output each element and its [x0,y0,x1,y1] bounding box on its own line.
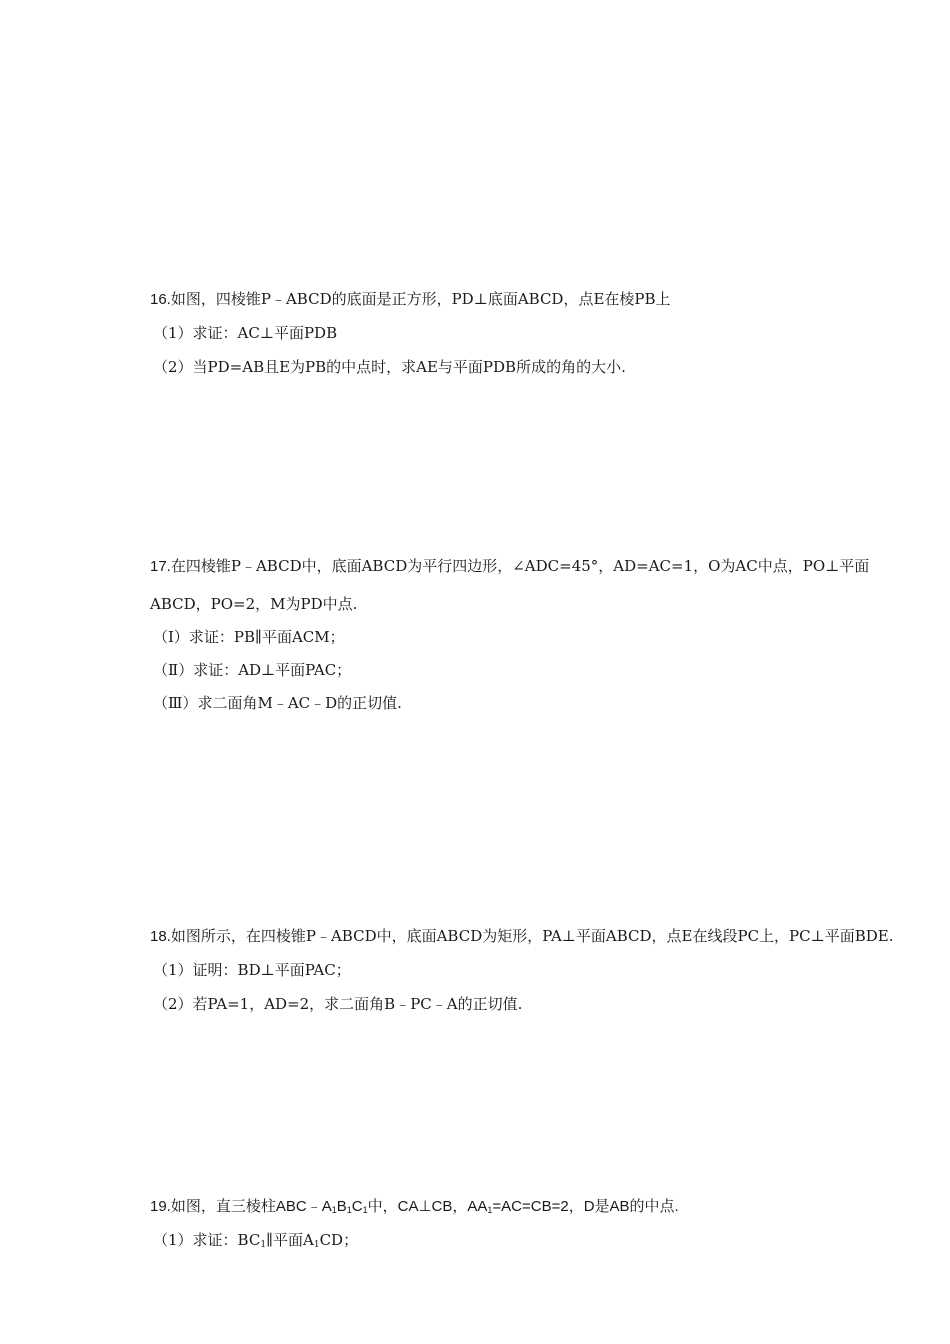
question-19-stem [150,1196,679,1217]
question-text-a: 如图，直三棱柱ABC﹣A [170,1198,332,1215]
subscript: 1 [313,1240,320,1250]
question-16-part-1: （1）求证：AC⊥平面PDB [153,324,338,342]
question-16-stem [150,289,671,310]
question-number: 18. [150,928,171,945]
subscript: 1 [331,1205,337,1215]
subscript: 1 [487,1205,493,1215]
part-text-c: CD； [319,1231,359,1249]
question-text: 如图所示，在四棱锥P﹣ABCD中，底面ABCD为矩形，PA⊥平面ABCD，点E在线段PC上，PC⊥平面BDE. [170,927,894,945]
question-18-part-1: （1）证明：BD⊥平面PAC； [153,961,351,979]
question-18-part-2: （2）若PA=1，AD=2，求二面角B﹣PC﹣A的正切值. [153,995,523,1013]
question-18-stem [150,926,894,947]
subscript: 1 [260,1240,267,1250]
question-17-stem-continued: ABCD，PO=2，M为PD中点. [150,595,358,613]
question-17-stem [150,556,869,577]
question-19-part-1 [153,1230,358,1250]
question-text-e: =AC=CB=2，D是AB的中点. [492,1198,679,1215]
question-text-d: 中，CA⊥CB，AA [367,1198,488,1215]
question-16-part-2: （2）当PD=AB且E为PB的中点时，求AE与平面PDB所成的角的大小. [153,358,626,376]
question-number: 16. [150,291,171,308]
question-text: 如图，四棱锥P﹣ABCD的底面是正方形，PD⊥底面ABCD，点E在棱PB上 [170,290,671,308]
question-text-c: C [351,1198,363,1215]
part-text-a: （1）求证：BC [153,1231,261,1249]
question-17-part-1: （Ⅰ）求证：PB∥平面ACM； [153,628,345,646]
subscript: 1 [346,1205,352,1215]
question-text: 在四棱锥P﹣ABCD中，底面ABCD为平行四边形，∠ADC=45°，AD=AC=1，O为AC中点，PO⊥平面 [170,557,870,575]
question-text-b: B [336,1198,347,1215]
question-17-part-3: （Ⅲ）求二面角M﹣AC﹣D的正切值. [153,694,402,712]
part-text-b: ∥平面A [266,1231,314,1249]
subscript: 1 [362,1205,368,1215]
question-number: 19. [150,1198,171,1215]
question-number: 17. [150,558,171,575]
question-17-part-2: （Ⅱ）求证：AD⊥平面PAC； [153,661,352,679]
